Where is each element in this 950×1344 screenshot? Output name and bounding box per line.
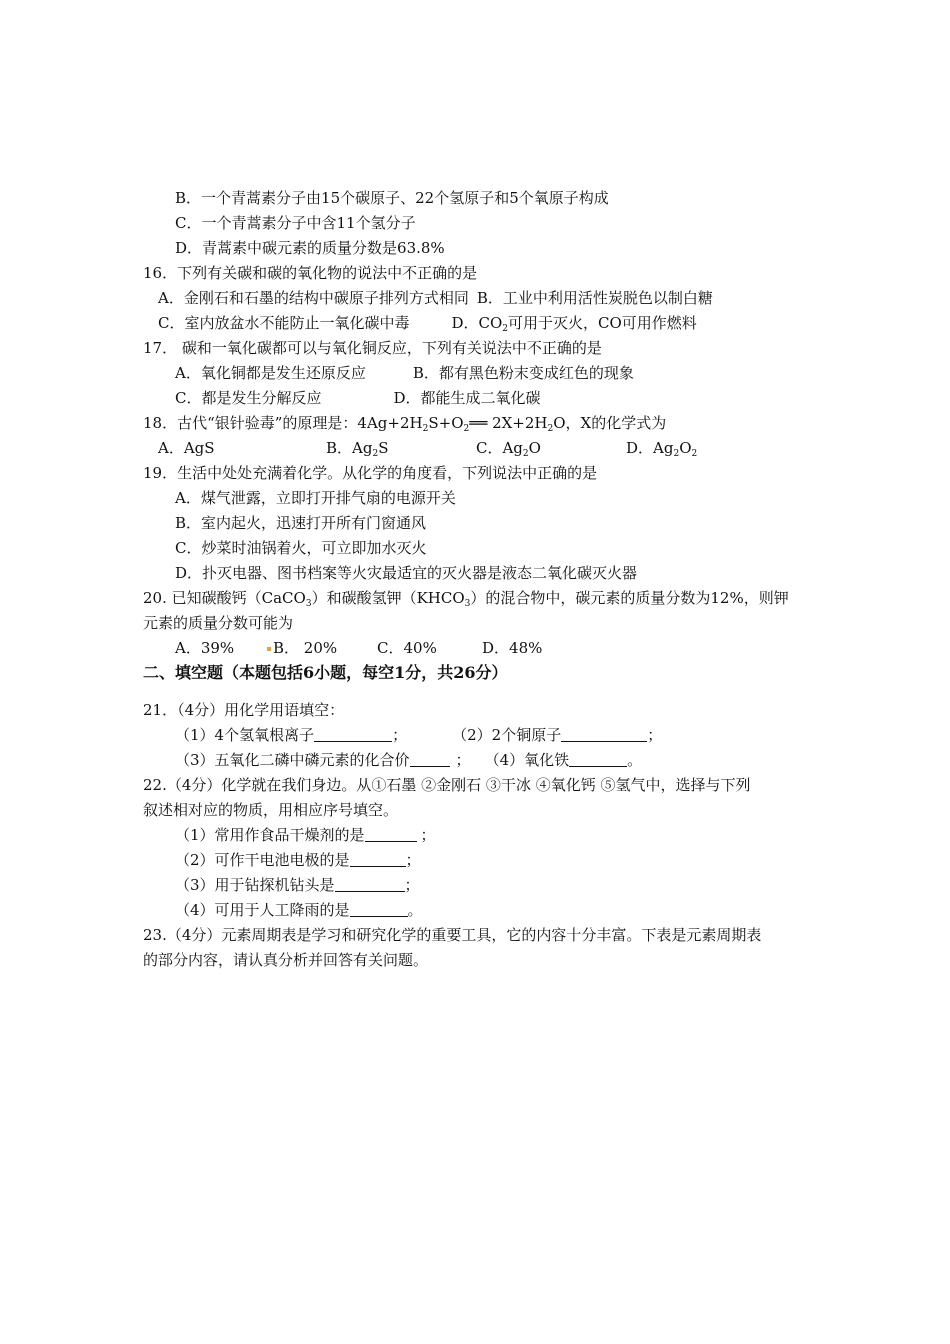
q18-stem: 18．古代“银针验毒”的原理是：$4Ag+2H_2S+O_2══$ $2X+2H_2O$，X的化学式为 bbox=[143, 414, 667, 434]
q16-option-b: B．工业中利用活性炭脱色以制白糖 bbox=[476, 289, 713, 307]
q18-option-c: C．$Ag_2O$ bbox=[476, 439, 541, 459]
q19-option-c: C．炒菜时油锅着火，可立即加水灭火 bbox=[175, 539, 427, 557]
q21-part3: （3）五氧化二磷中磷元素的化合价 bbox=[175, 751, 410, 769]
q21-blank-3[interactable] bbox=[410, 752, 450, 767]
q17-options-cd bbox=[175, 388, 541, 408]
q20-option-b: B． 20% bbox=[273, 639, 338, 657]
q20-stem-line2: 元素的质量分数可能为 bbox=[143, 614, 294, 632]
q22-blank-4[interactable] bbox=[350, 902, 408, 917]
q18-option-a: A．AgS bbox=[158, 439, 215, 457]
q15-option-d: D．青蒿素中碳元素的质量分数是63.8% bbox=[175, 239, 445, 257]
q22-blank-3[interactable] bbox=[335, 877, 405, 892]
q22-row1: （1）常用作食品干燥剂的是 ； bbox=[175, 826, 436, 844]
q17-option-b: B．都有黑色粉末变成红色的现象 bbox=[412, 364, 634, 382]
q22-row4: （4）可用于人工降雨的是 。 bbox=[175, 901, 423, 919]
q16-options-ab bbox=[158, 288, 713, 308]
q17-option-a: A．氧化铜都是发生还原反应 bbox=[175, 364, 366, 382]
q16-option-a: A．金刚石和石墨的结构中碳原子排列方式相同 bbox=[158, 289, 469, 307]
q21-part2: （2）2个铜原子 bbox=[452, 726, 562, 744]
q22-stem: 22.（4分）化学就在我们身边。从①石墨 ②金刚石 ③干冰 ④氧化钙 ⑤氢气中，选择与下列 bbox=[143, 776, 751, 794]
q21-blank-2[interactable] bbox=[561, 727, 647, 742]
q22-blank-2[interactable] bbox=[350, 852, 406, 867]
q21-row1: （1）4个氢氧根离子 ； （2）2个铜原子 ； bbox=[175, 726, 663, 744]
q20-options bbox=[175, 638, 542, 658]
q21-part1: （1）4个氢氧根离子 bbox=[175, 726, 315, 744]
q17-stem: 17． 碳和一氧化碳都可以与氧化铜反应，下列有关说法中不正确的是 bbox=[143, 339, 602, 357]
q19-option-b: B．室内起火，迅速打开所有门窗通风 bbox=[175, 514, 427, 532]
q16-option-d: D．$CO_2$可用于灭火，CO可用作燃料 bbox=[451, 314, 697, 334]
q18-options bbox=[158, 438, 697, 458]
q21-blank-4[interactable] bbox=[569, 752, 627, 767]
decorative-dot bbox=[267, 647, 271, 651]
q20-stem: 20. 已知碳酸钙（CaCO$_3$）和碳酸氢钾$(KHCO_3)$的混合物中，碳元素的质量分数为12%，则钾 bbox=[143, 589, 789, 609]
q16-stem: 16．下列有关碳和碳的氧化物的说法中不正确的是 bbox=[143, 264, 478, 282]
q15-option-b: B．一个青蒿素分子由15个碳原子、22个氢原子和5个氧原子构成 bbox=[175, 189, 609, 207]
q20-option-c: C．40% bbox=[377, 639, 437, 657]
q22-blank-1[interactable] bbox=[365, 827, 417, 842]
q19-option-d: D．扑灭电器、图书档案等火灾最适宜的灭火器是液态二氧化碳灭火器 bbox=[175, 564, 638, 582]
q19-option-a: A．煤气泄露，立即打开排气扇的电源开关 bbox=[175, 489, 456, 507]
q22-row3: （3）用于钻探机钻头是 ； bbox=[175, 876, 420, 894]
q19-stem: 19．生活中处处充满着化学。从化学的角度看，下列说法中正确的是 bbox=[143, 464, 598, 482]
q23-stem-line2: 的部分内容，请认真分析并回答有关问题。 bbox=[143, 951, 429, 969]
q21-blank-1[interactable] bbox=[314, 727, 392, 742]
q16-option-c: C．室内放盆水不能防止一氧化碳中毒 bbox=[158, 314, 410, 332]
section-2-title: 二、填空题（本题包括6小题，每空1分，共26分） bbox=[143, 663, 508, 682]
q22-stem-line2: 叙述相对应的物质，用相应序号填空。 bbox=[143, 801, 399, 819]
q21-part4: （4）氧化铁 bbox=[484, 751, 570, 769]
q17-option-c: C．都是发生分解反应 bbox=[175, 389, 322, 407]
q21-row2: （3）五氧化二磷中磷元素的化合价 ； （4）氧化铁 。 bbox=[175, 751, 643, 769]
q23-stem: 23.（4分）元素周期表是学习和研究化学的重要工具，它的内容十分丰富。下表是元素周期表 bbox=[143, 926, 762, 944]
q20-option-d: D．48% bbox=[482, 639, 543, 657]
q20-option-a: A．39% bbox=[175, 639, 235, 657]
q16-options-cd bbox=[158, 313, 697, 333]
q18-option-b: B．$Ag_2S$ bbox=[326, 439, 389, 459]
q17-option-d: D．都能生成二氧化碳 bbox=[393, 389, 541, 407]
q18-option-d: D．$Ag_2O_2$ bbox=[626, 439, 698, 459]
q22-row2: （2）可作干电池电极的是 ； bbox=[175, 851, 421, 869]
q21-stem: 21．（4分）用化学用语填空： bbox=[143, 701, 345, 719]
q15-option-c: C．一个青蒿素分子中含11个氢分子 bbox=[175, 214, 416, 232]
q17-options-ab bbox=[175, 363, 634, 383]
